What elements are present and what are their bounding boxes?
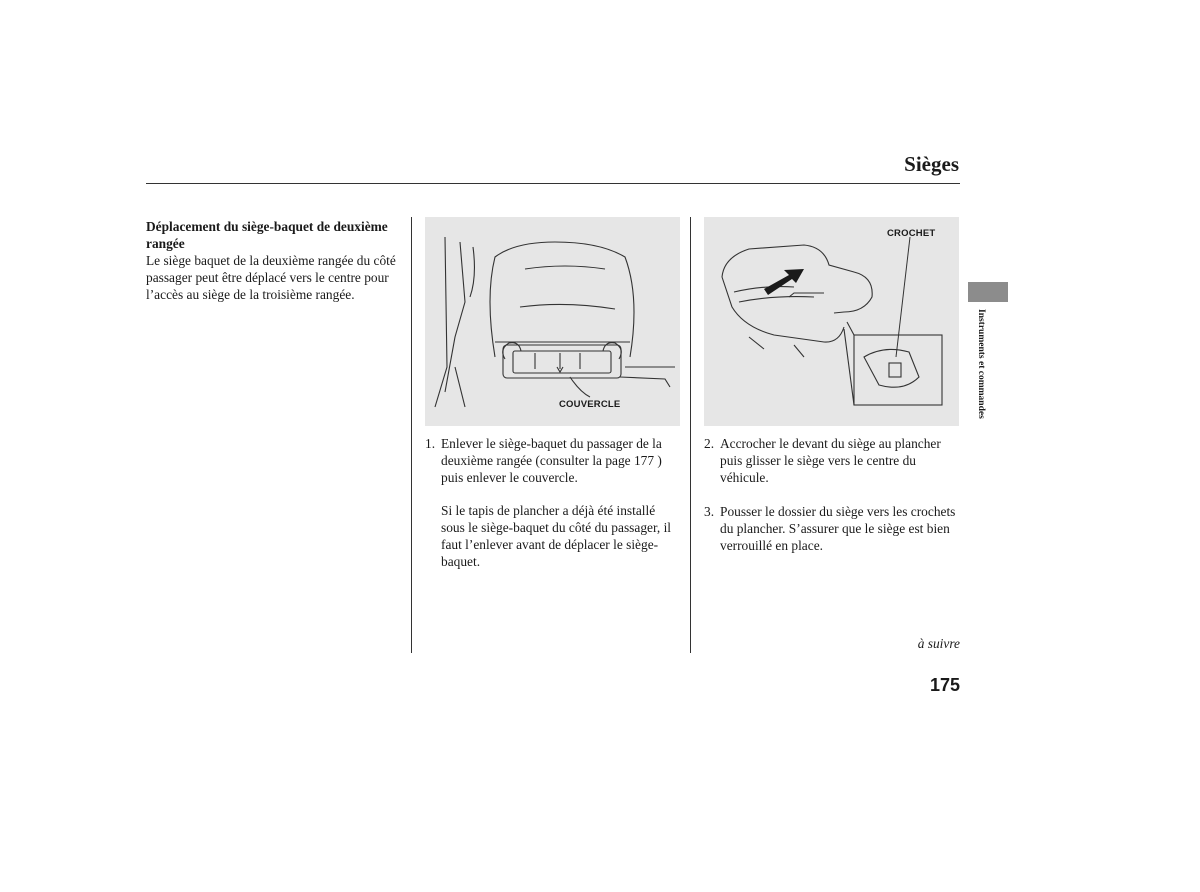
hook-illustration bbox=[704, 217, 959, 426]
step-paragraph: Pousser le dossier du siège vers les crochets du plancher. S’assurer que le siège est bien verrouillé en place. bbox=[720, 504, 956, 553]
step-paragraph: Enlever le siège-baquet du passager de la deuxième rangée (consulter la page 177 ) puis enlever le couvercle. bbox=[441, 436, 662, 485]
intro-column bbox=[146, 218, 404, 303]
seat-hook-drawing bbox=[704, 217, 959, 426]
step-2 bbox=[704, 435, 960, 486]
intro-paragraph: Le siège baquet de la deuxième rangée du côté passager peut être déplacé vers le centre pour l’accès au siège de la troisième rangée. bbox=[146, 253, 396, 302]
couvercle-callout: COUVERCLE bbox=[559, 399, 621, 410]
continued-label: à suivre bbox=[917, 636, 960, 651]
step-number: 3. bbox=[704, 504, 715, 519]
step-1 bbox=[425, 435, 681, 570]
step-number: 1. bbox=[425, 436, 436, 451]
step-number: 2. bbox=[704, 436, 715, 451]
section-tab-marker bbox=[968, 282, 1008, 302]
section-side-label: Instruments et commandes bbox=[976, 309, 986, 419]
page-title: Sièges bbox=[904, 152, 959, 176]
page-number: 175 bbox=[929, 675, 960, 695]
step-paragraph: Accrocher le devant du siège au plancher puis glisser le siège vers le centre du véhicule. bbox=[720, 436, 941, 485]
header-rule bbox=[146, 183, 960, 184]
section-heading: Déplacement du siège-baquet de deuxième rangée bbox=[146, 219, 388, 251]
column-divider-2 bbox=[690, 217, 691, 653]
seat-cover-drawing bbox=[425, 217, 680, 426]
column-divider-1 bbox=[411, 217, 412, 653]
crochet-callout: CROCHET bbox=[887, 228, 936, 239]
step-paragraph: Si le tapis de plancher a déjà été installé sous le siège-baquet du côté du passager, il faut l’enlever avant de déplacer le siège-baquet. bbox=[441, 503, 672, 569]
cover-illustration bbox=[425, 217, 680, 426]
step-3 bbox=[704, 503, 960, 554]
